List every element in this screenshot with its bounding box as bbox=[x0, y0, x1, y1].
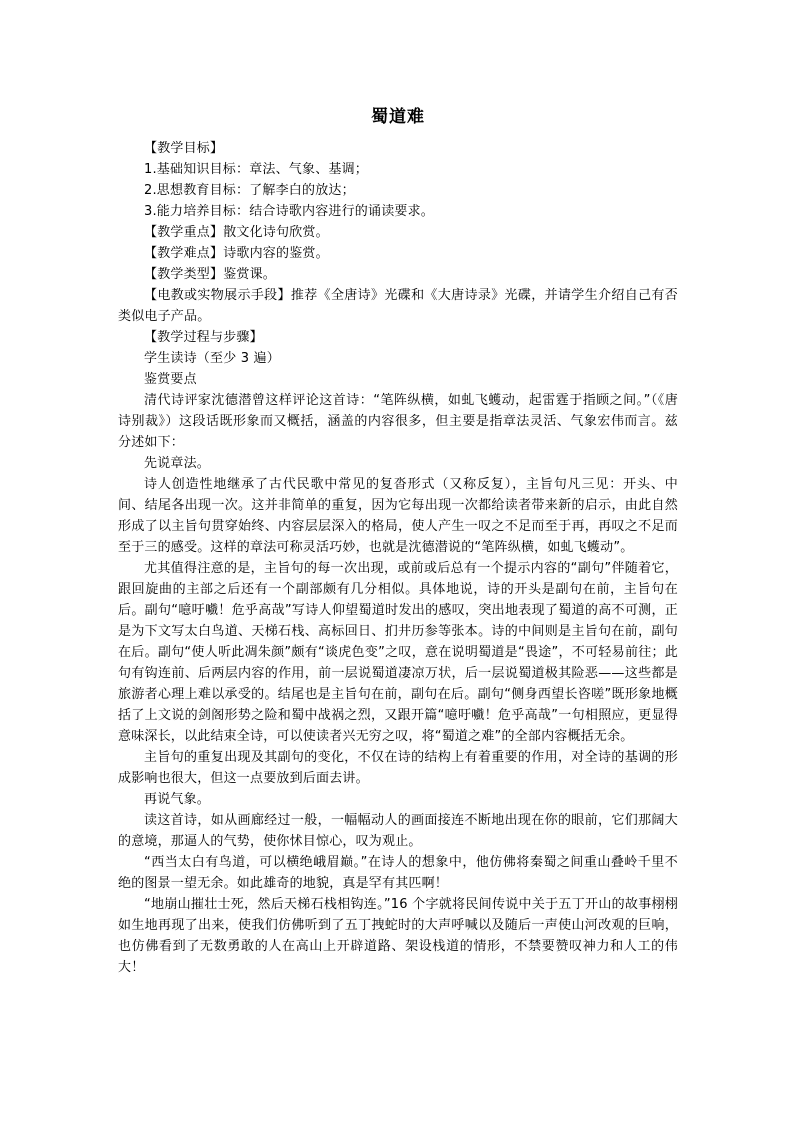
paragraph-shen-deqian: 清代诗评家沈德潜曾这样评论这首诗：“笔阵纵横，如虬飞蠖动，起雷霆于指顾之间。”（《唐诗别裁》）这段话既形象而又概括，涵盖的内容很多，但主要是指章法灵活、气象宏伟而言。兹分述如下： bbox=[118, 393, 678, 450]
paragraph-structure-2: 尤其值得注意的是，主旨句的每一次出现，或前或后总有一个提示内容的“副句”伴随着它，跟回旋曲的主部之后还有一个副部颇有几分相似。具体地说，诗的开头是副句在前，主旨句在后。副句“噫吁嚱！危乎高哉”写诗人仰望蜀道时发出的感叹，突出地表现了蜀道的高不可测，正是为下文写太白鸟道、天梯石栈、高标回日、扪井历参等张本。诗的中间则是主旨句在前，副句在后。副句“使人听此凋朱颜”颇有“谈虎色变”之叹，意在说明蜀道是“畏途”，不可轻易前往；此句有钩连前、后两层内容的作用，前一层说蜀道凄凉万状，后一层说蜀道极其险恶——这些都是旅游者心理上难以承受的。结尾也是主旨句在前，副句在后。副句“侧身西望长咨嗟”既形象地概括了上文说的剑阁形势之险和蜀中战祸之烈，又跟开篇“噫吁嚱！危乎高哉”一句相照应，更显得意味深长，以此结束全诗，可以使读者兴无穷之叹，将“蜀道之难”的全部内容概括无余。 bbox=[118, 561, 678, 744]
paragraph-atmosphere-1: 读这首诗，如从画廊经过一般，一幅幅动人的画面接连不断地出现在你的眼前，它们那阔大的意境，那逼人的气势，使你怵目惊心，叹为观止。 bbox=[118, 813, 678, 849]
goal-item-3: 3.能力培养目标：结合诗歌内容进行的诵读要求。 bbox=[144, 204, 435, 219]
document-title: 蜀道难 bbox=[371, 107, 425, 127]
goal-item-1: 1.基础知识目标：章法、气象、基调； bbox=[144, 162, 369, 177]
paragraph-atmosphere-2: “西当太白有鸟道，可以横绝峨眉巅。”在诗人的想象中，他仿佛将秦蜀之间重山叠岭千里不绝的图景一望无余。如此雄奇的地貌，真是罕有其匹啊！ bbox=[118, 855, 678, 891]
appreciation-points-heading: 鉴赏要点 bbox=[144, 372, 197, 387]
paragraph-atmosphere-3: “地崩山摧壮士死，然后天梯石栈相钩连。”16 个字就将民间传说中关于五丁开山的故事栩栩如生地再现了出来，使我们仿佛听到了五丁拽蛇时的大声呼喊以及随后一声使山河改观的巨响，也仿佛看到了无数勇敢的人在高山上开辟道路、架设栈道的情形，不禁要赞叹神力和人工的伟大！ bbox=[118, 897, 678, 975]
teaching-difficulty: 【教学难点】诗歌内容的鉴赏。 bbox=[144, 246, 329, 261]
teaching-focus: 【教学重点】散文化诗句欣赏。 bbox=[144, 225, 329, 240]
paragraph-structure-3: 主旨句的重复出现及其副句的变化，不仅在诗的结构上有着重要的作用，对全诗的基调的形成影响也很大，但这一点要放到后面去讲。 bbox=[118, 750, 678, 786]
goal-item-2: 2.思想教育目标：了解李白的放达； bbox=[144, 183, 355, 198]
step-read-poem: 学生读诗（至少 3 遍） bbox=[144, 351, 280, 366]
document-body bbox=[118, 104, 678, 978]
teaching-type: 【教学类型】鉴赏课。 bbox=[144, 267, 277, 282]
section-teaching-process: 【教学过程与步骤】 bbox=[144, 330, 263, 345]
paragraph-structure-1: 诗人创造性地继承了古代民歌中常见的复沓形式（又称反复），主旨句凡三见：开头、中间、结尾各出现一次。这并非简单的重复，因为它每出现一次都给读者带来新的启示，由此自然形成了以主旨句贯穿始终、内容层层深入的格局，使人产生一叹之不足而至于再，再叹之不足而至于三的感受。这样的章法可称灵活巧妙，也就是沈德潜说的“笔阵纵横，如虬飞蠖动”。 bbox=[118, 477, 678, 555]
section-teaching-goals: 【教学目标】 bbox=[144, 141, 224, 156]
heading-atmosphere: 再说气象。 bbox=[144, 792, 211, 807]
media-means: 【电教或实物展示手段】推荐《全唐诗》光碟和《大唐诗录》光碟，并请学生介绍自己有否类似电子产品。 bbox=[118, 288, 678, 324]
heading-structure: 先说章法。 bbox=[144, 456, 211, 471]
